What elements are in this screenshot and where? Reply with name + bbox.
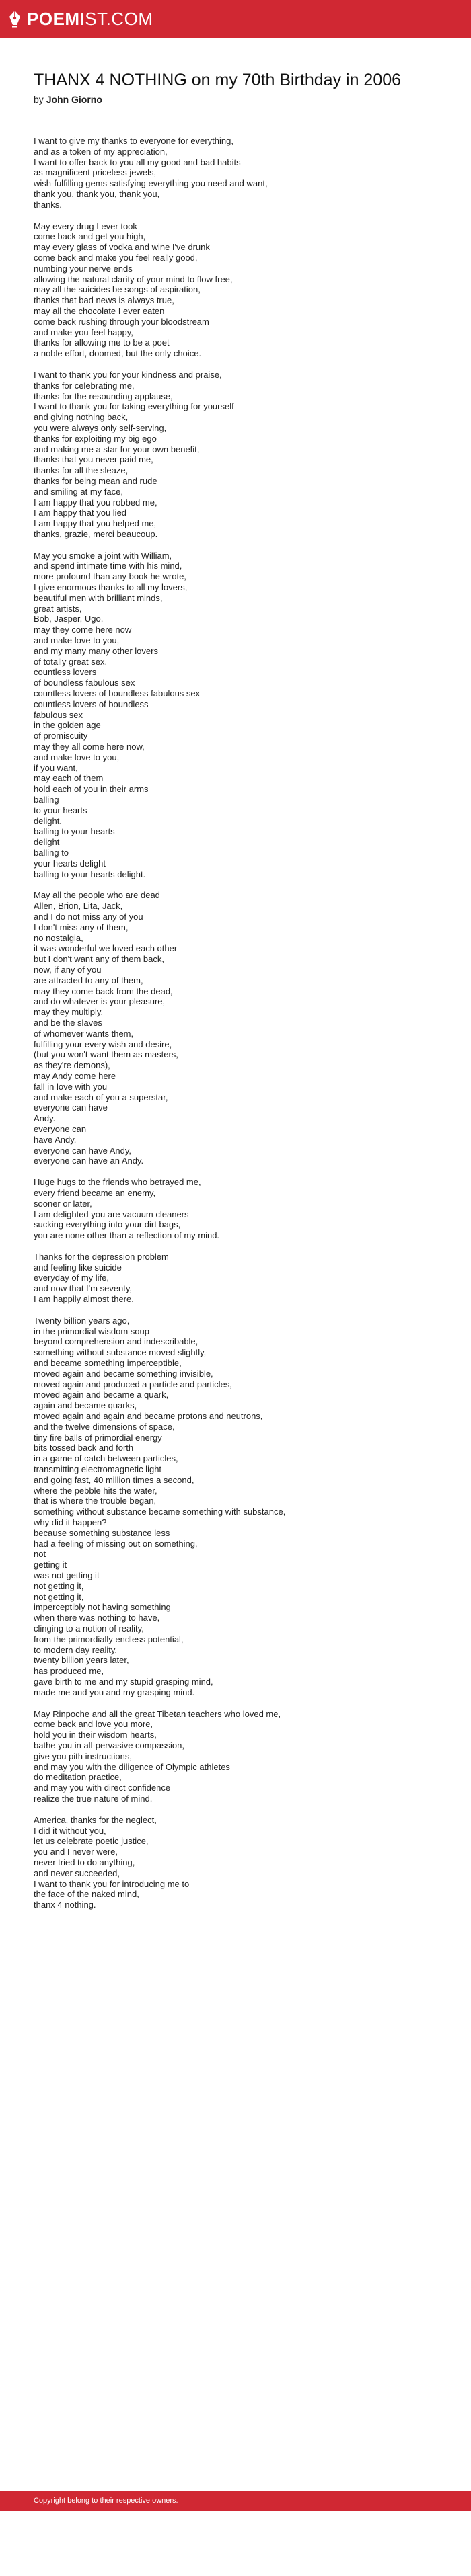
poem-line: I give enormous thanks to all my lovers, — [34, 582, 188, 593]
poem-line: has produced me, — [34, 1666, 104, 1677]
poem-line: to your hearts — [34, 805, 87, 815]
poem-line: and spend intimate time with his mind, — [34, 561, 182, 571]
pen-nib-icon — [8, 10, 22, 28]
byline — [34, 94, 437, 105]
poem-line: and the twelve dimensions of space, — [34, 1421, 175, 1432]
poem-line: thanks. — [34, 199, 62, 210]
poem-line: countless lovers — [34, 667, 97, 678]
poem-line: let us celebrate poetic justice, — [34, 1836, 149, 1847]
poem-line: sooner or later, — [34, 1198, 92, 1209]
poem-line: give you pith instructions, — [34, 1750, 132, 1761]
stanza-gap — [34, 1166, 437, 1177]
poem-line: delight — [34, 837, 60, 848]
poem-line: Huge hugs to the friends who betrayed me, — [34, 1177, 201, 1188]
poem-line: everyone can — [34, 1123, 87, 1134]
poem-line: bits tossed back and forth — [34, 1443, 134, 1453]
poem-line: allowing the natural clarity of your mind to flow free, — [34, 274, 233, 284]
poem-line: may each of them — [34, 773, 104, 784]
poem-line: where the pebble hits the water, — [34, 1485, 157, 1496]
poem-line: was not getting it — [34, 1570, 100, 1580]
poem-line: may they come here now — [34, 625, 132, 635]
poem-line: may Andy come here — [34, 1070, 116, 1081]
poem-line: bathe you in all-pervasive compassion, — [34, 1740, 185, 1750]
poem-line: come back and make you feel really good, — [34, 252, 198, 263]
poem-line: balling to your hearts delight. — [34, 869, 146, 879]
copyright-text: Copyright belong to their respective owners. — [34, 2497, 178, 2505]
poem-line: thanks for all the sleaze, — [34, 465, 129, 476]
poem-line: I did it without you, — [34, 1825, 106, 1836]
poem-line: moved again and became something invisible, — [34, 1368, 213, 1379]
poem-line: moved again and produced a particle and particles, — [34, 1379, 232, 1390]
poem-line: moved again and became a quark, — [34, 1390, 169, 1400]
author-link[interactable]: John Giorno — [46, 94, 102, 105]
poem-line: I want to thank you for your kindness and praise, — [34, 369, 222, 380]
stanza — [34, 1709, 437, 1804]
poem-line: I am delighted you are vacuum cleaners — [34, 1209, 189, 1219]
poem-line: because something substance less — [34, 1527, 170, 1538]
poem-title: THANX 4 NOTHING on my 70th Birthday in 2006 — [34, 71, 402, 89]
site-header — [0, 0, 471, 38]
poem-line: as they're demons), — [34, 1060, 110, 1071]
poem-line: twenty billion years later, — [34, 1655, 129, 1666]
poem-line: are attracted to any of them, — [34, 975, 143, 985]
poem-line: realize the true nature of mind. — [34, 1793, 153, 1804]
poem-line: may all the chocolate I ever eaten — [34, 305, 165, 316]
poem-line: I am happy that you lied — [34, 508, 127, 518]
poem-line: moved again and again and became protons and neutrons, — [34, 1411, 263, 1422]
stanza-gap — [34, 1241, 437, 1252]
poem-line: may they all come here now, — [34, 741, 145, 752]
poem-line: something without substance became something with substance, — [34, 1506, 286, 1517]
poem-line: thanks for exploiting my big ego — [34, 433, 157, 444]
stanza — [34, 1177, 437, 1241]
poem-line: wish-fulfilling gems satisfying everything you need and want, — [34, 178, 268, 189]
poem-line: had a feeling of missing out on something, — [34, 1538, 198, 1549]
poem-line: Bob, Jasper, Ugo, — [34, 614, 104, 625]
poem-line: and making me a star for your own benefit, — [34, 444, 200, 454]
poem-content — [0, 38, 471, 2477]
stanza-gap — [34, 1305, 437, 1316]
site-footer — [0, 2491, 471, 2511]
poem-line: and I do not miss any of you — [34, 911, 143, 922]
poem-line: thanks for the resounding applause, — [34, 391, 173, 401]
poem-line: I want to offer back to you all my good and bad habits — [34, 157, 241, 167]
poem-line: your hearts delight — [34, 858, 106, 869]
poem-line: of boundless fabulous sex — [34, 678, 135, 688]
poem-line: and smiling at my face, — [34, 486, 123, 497]
poem-line: made me and you and my grasping mind. — [34, 1687, 195, 1697]
poem-line: May all the people who are dead — [34, 890, 160, 901]
poem-line: countless lovers of boundless — [34, 698, 149, 709]
stanza — [34, 136, 437, 210]
poem-line: I am happy that you helped me, — [34, 518, 157, 529]
poem-line: May you smoke a joint with William, — [34, 550, 172, 561]
poem-line: you are none other than a reflection of my mind. — [34, 1230, 220, 1241]
poem-line: and my many many other lovers — [34, 645, 158, 656]
poem-line: a noble effort, doomed, but the only choice. — [34, 348, 202, 359]
poem-line: everyday of my life, — [34, 1273, 109, 1283]
poem-line: thanks for allowing me to be a poet — [34, 337, 170, 348]
stanza-gap — [34, 540, 437, 551]
stanza-gap — [34, 359, 437, 370]
poem-line: the face of the naked mind, — [34, 1889, 139, 1900]
poem-line: and make love to you, — [34, 635, 120, 646]
poem-line: and may you with direct confidence — [34, 1783, 171, 1794]
poem-line: thanks, grazie, merci beaucoup. — [34, 528, 158, 539]
site-logo[interactable] — [8, 9, 153, 30]
poem-line: and be the slaves — [34, 1017, 102, 1028]
poem-line: transmitting electromagnetic light — [34, 1464, 162, 1475]
poem-line: you and I never were, — [34, 1847, 118, 1857]
poem-line: balling to — [34, 848, 69, 858]
poem-line: thanks that you never paid me, — [34, 454, 153, 465]
poem-line: everyone can have Andy, — [34, 1145, 132, 1156]
poem-line: clinging to a notion of reality, — [34, 1623, 144, 1634]
poem-line: everyone can have — [34, 1102, 108, 1113]
poem-line: and now that I'm seventy, — [34, 1283, 133, 1294]
poem-line: do meditation practice, — [34, 1772, 122, 1783]
poem-line: gave birth to me and my stupid grasping mind, — [34, 1676, 213, 1687]
poem-line: and going fast, 40 million times a second, — [34, 1474, 194, 1485]
poem-line: and make you feel happy, — [34, 327, 133, 337]
poem-line: may every glass of vodka and wine I've drunk — [34, 242, 210, 253]
poem-body — [34, 136, 437, 2477]
poem-line: it was wonderful we loved each other — [34, 943, 178, 954]
stanza-gap — [34, 879, 437, 890]
logo-text-bold: POEM — [27, 8, 80, 29]
poem-line: America, thanks for the neglect, — [34, 1814, 157, 1825]
poem-line: thanks for celebrating me, — [34, 380, 135, 391]
poem-line: of totally great sex, — [34, 656, 108, 667]
poem-line: may all the suicides be songs of aspiration, — [34, 284, 201, 295]
poem-line: Thanks for the depression problem — [34, 1251, 169, 1262]
poem-line: May every drug I ever took — [34, 220, 137, 231]
poem-line: come back and love you more, — [34, 1719, 153, 1730]
poem-line: sucking everything into your dirt bags, — [34, 1219, 181, 1230]
poem-line: come back and get you high, — [34, 231, 146, 242]
poem-line: in a game of catch between particles, — [34, 1453, 178, 1464]
poem-line: fulfilling your every wish and desire, — [34, 1039, 172, 1049]
poem-line: in the primordial wisdom soup — [34, 1326, 149, 1336]
by-label: by — [34, 94, 44, 105]
poem-line: of promiscuity — [34, 731, 88, 741]
poem-line: if you want, — [34, 762, 78, 773]
poem-line: in the golden age — [34, 720, 101, 731]
poem-line: may they come back from the dead, — [34, 985, 173, 996]
poem-line: have Andy. — [34, 1134, 77, 1145]
poem-line: (but you won't want them as masters, — [34, 1049, 178, 1060]
poem-line: and as a token of my appreciation, — [34, 146, 168, 157]
poem-line: something without substance moved slightly, — [34, 1347, 207, 1358]
poem-line: more profound than any book he wrote, — [34, 571, 186, 582]
poem-line: hold each of you in their arms — [34, 784, 149, 795]
stanza-gap — [34, 1804, 437, 1815]
poem-line: as magnificent priceless jewels, — [34, 167, 157, 178]
poem-line: now, if any of you — [34, 964, 102, 975]
poem-line: I want to thank you for introducing me to — [34, 1878, 190, 1889]
poem-line: imperceptibly not having something — [34, 1602, 171, 1613]
stanza — [34, 551, 437, 880]
poem-line: Twenty billion years ago, — [34, 1315, 130, 1326]
poem-line: not getting it, — [34, 1591, 84, 1602]
stanza — [34, 1316, 437, 1698]
poem-line: thanks that bad news is always true, — [34, 295, 174, 306]
poem-line: when there was nothing to have, — [34, 1613, 160, 1623]
stanza — [34, 221, 437, 359]
stanza — [34, 890, 437, 1166]
poem-line: may they multiply, — [34, 1007, 104, 1018]
poem-line: not — [34, 1549, 46, 1560]
poem-line: never tried to do anything, — [34, 1857, 135, 1867]
poem-line: again and became quarks, — [34, 1400, 137, 1411]
poem-line: thanks for being mean and rude — [34, 475, 157, 486]
poem-line: and feeling like suicide — [34, 1262, 122, 1273]
poem-line: I am happy that you robbed me, — [34, 497, 157, 508]
poem-line: balling to your hearts — [34, 826, 115, 837]
poem-line: and never succeeded, — [34, 1867, 120, 1878]
poem-line: to modern day reality, — [34, 1644, 118, 1655]
poem-line: numbing your nerve ends — [34, 263, 133, 274]
poem-line: Andy. — [34, 1113, 56, 1124]
poem-line: I want to thank you for taking everything for yourself — [34, 401, 234, 412]
logo-text-light: IST.COM — [79, 8, 153, 29]
poem-line: delight. — [34, 815, 62, 826]
poem-line: and do whatever is your pleasure, — [34, 996, 166, 1007]
stanza — [34, 1252, 437, 1305]
poem-line: I don't miss any of them, — [34, 922, 129, 932]
poem-line: and make love to you, — [34, 752, 120, 762]
poem-line: everyone can have an Andy. — [34, 1156, 144, 1166]
stanza-gap — [34, 210, 437, 221]
poem-line: beautiful men with brilliant minds, — [34, 592, 163, 603]
poem-line: from the primordially endless potential, — [34, 1634, 184, 1644]
poem-line: come back rushing through your bloodstream — [34, 316, 209, 327]
poem-line: every friend became an enemy, — [34, 1187, 156, 1198]
poem-line: and became something imperceptible, — [34, 1358, 182, 1369]
stanza — [34, 370, 437, 540]
poem-line: I am happily almost there. — [34, 1294, 134, 1305]
poem-line: countless lovers of boundless fabulous sex — [34, 688, 201, 699]
poem-line: great artists, — [34, 603, 82, 614]
poem-line: I want to give my thanks to everyone for everything, — [34, 136, 233, 146]
poem-line: and giving nothing back, — [34, 412, 129, 423]
poem-line: and may you with the diligence of Olympic athletes — [34, 1761, 230, 1772]
poem-line: that is where the trouble began, — [34, 1496, 157, 1506]
poem-line: thanx 4 nothing. — [34, 1900, 96, 1910]
poem-line: hold you in their wisdom hearts, — [34, 1730, 157, 1740]
poem-line: getting it — [34, 1560, 67, 1570]
stanza — [34, 1815, 437, 1910]
poem-line: beyond comprehension and indescribable, — [34, 1336, 198, 1347]
poem-line: tiny fire balls of primordial energy — [34, 1432, 162, 1443]
poem-line: of whomever wants them, — [34, 1028, 134, 1039]
poem-line: but I don't want any of them back, — [34, 954, 164, 965]
poem-line: and make each of you a superstar, — [34, 1092, 168, 1102]
poem-line: Allen, Brion, Lita, Jack, — [34, 901, 123, 912]
poem-line: fabulous sex — [34, 709, 83, 720]
poem-line: thank you, thank you, thank you, — [34, 188, 160, 199]
poem-line: not getting it, — [34, 1580, 84, 1591]
poem-line: you were always only self-serving, — [34, 422, 167, 433]
poem-line: why did it happen? — [34, 1517, 107, 1528]
stanza-gap — [34, 1698, 437, 1709]
poem-line: May Rinpoche and all the great Tibetan teachers who loved me, — [34, 1708, 281, 1719]
poem-line: no nostalgia, — [34, 932, 83, 943]
poem-line: fall in love with you — [34, 1081, 108, 1092]
poem-line: balling — [34, 795, 59, 805]
